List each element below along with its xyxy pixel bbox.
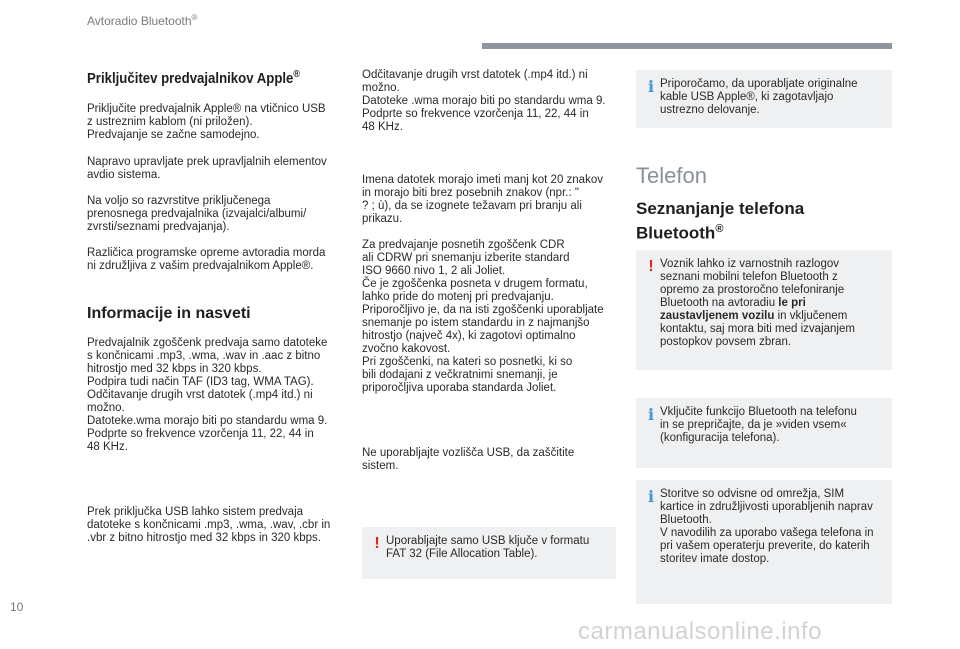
warning-icon: !	[374, 535, 380, 552]
info-icon: i	[647, 487, 655, 506]
paragraph: Ne uporabljajte vozlišča USB, da zaščitite sistem.	[362, 447, 575, 472]
heading-information-tips: Informacije in nasveti	[87, 305, 251, 322]
paragraph: Prek priključka USB lahko sistem predvaja datoteke s končnicami .mp3, .wma, .wav, .cbr in .vbr z bitno hitrostjo med 32 kbps in 320 kbps.	[87, 506, 331, 544]
warning-note-pairing-safety: ! Voznik lahko iz varnostnih razlogov seznani mobilni telefon Bluetooth z opremo za prostoročno telefoniranje Bluetooth na avtoradiu le pri zaustavljenem vozilu in vključenem kontaktu, saj mora biti med izvajanjem postopkov povsem zbran.	[636, 250, 892, 370]
header-bar	[482, 43, 892, 49]
paragraph: Predvajalnik zgoščenk predvaja samo datoteke s končnicami .mp3, .wma, .wav in .aac z bitno hitrostjo med 32 kbps in 320 kbps. Podpira tudi način TAF (ID3 tag, WMA TAG). Odčitavanje drugih vrst datotek (.mp4 itd.) ni možno. Datoteke.wma morajo biti po standardu wma 9. Podprte so frekvence vzorčenja 11, 22, 44 in 48 KHz.	[87, 337, 328, 453]
paragraph: Na voljo so razvrstitve priključenega prenosnega predvajalnika (izvajalci/albumi/ zvrsti/seznami predvajanja).	[87, 195, 307, 233]
section-title-telephone: Telefon	[636, 163, 707, 188]
heading-bluetooth-pairing: Seznanjanje telefona Bluetooth®	[636, 199, 805, 243]
header-title: Avtoradio Bluetooth®	[87, 13, 198, 28]
paragraph: Imena datotek morajo imeti manj kot 20 znakov in morajo biti brez posebnih znakov (npr.: " ? ; ù), da se izognete težavam pri branju ali prikazu.	[362, 174, 603, 225]
paragraph: Različica programske opreme avtoradia morda ni združljiva z vašim predvajalnikom Apple®.	[87, 247, 326, 272]
info-icon: i	[647, 77, 655, 96]
paragraph: Za predvajanje posnetih zgoščenk CDR ali CDRW pri snemanju izberite standard ISO 9660 nivo 1, 2 ali Joliet. Če je zgoščenka posneta v drugem formatu, lahko pride do motenj pri predvajanju. Priporočljivo je, da na isti zgoščenki uporabljate snemanje po istem standardu in z najmanjšo hitrostjo (največ 4x), ki zagotovi optimalno zvočno kakovost. Pri zgoščenki, na kateri so posnetki, ki so bili dodajani z večkratnimi snemanji, je priporočljiva uporaba standarda Joliet.	[362, 239, 604, 394]
warning-note-usb-format: ! Uporabljajte samo USB ključe v formatu FAT 32 (File Allocation Table).	[362, 527, 616, 579]
paragraph: Priključite predvajalnik Apple® na vtičnico USB z ustreznim kablom (ni priložen). Predvajanje se začne samodejno.	[87, 103, 326, 141]
paragraph: Napravo upravljate prek upravljalnih elementov avdio sistema.	[87, 156, 327, 181]
column-2	[362, 69, 620, 473]
warning-icon: !	[648, 258, 654, 275]
heading-apple-players: Priključitev predvajalnikov Apple®	[87, 69, 300, 87]
paragraph: Odčitavanje drugih vrst datotek (.mp4 itd.) ni možno. Datoteke .wma morajo biti po standardu wma 9. Podprte so frekvence vzorčenja 11, 22, 44 in 48 KHz.	[362, 69, 606, 133]
info-note-enable-bluetooth: i Vključite funkcijo Bluetooth na telefonu in se prepričajte, da je »viden vsem« (konfiguracija telefona).	[636, 398, 892, 468]
watermark: carmanualsonline.info	[578, 618, 822, 645]
info-note-network-services: i Storitve so odvisne od omrežja, SIM kartice in združljivosti uporabljenih naprav Bluetooth. V navodilih za uporabo vašega telefona in pri vašem operaterju preverite, do katerih storitev imate dostop.	[636, 480, 892, 604]
info-note-apple-cables: i Priporočamo, da uporabljate originalne kable USB Apple®, ki zagotavljajo ustrezno delovanje.	[636, 70, 892, 128]
page-number: 10	[10, 600, 24, 614]
info-icon: i	[647, 405, 655, 424]
column-1	[87, 66, 352, 545]
